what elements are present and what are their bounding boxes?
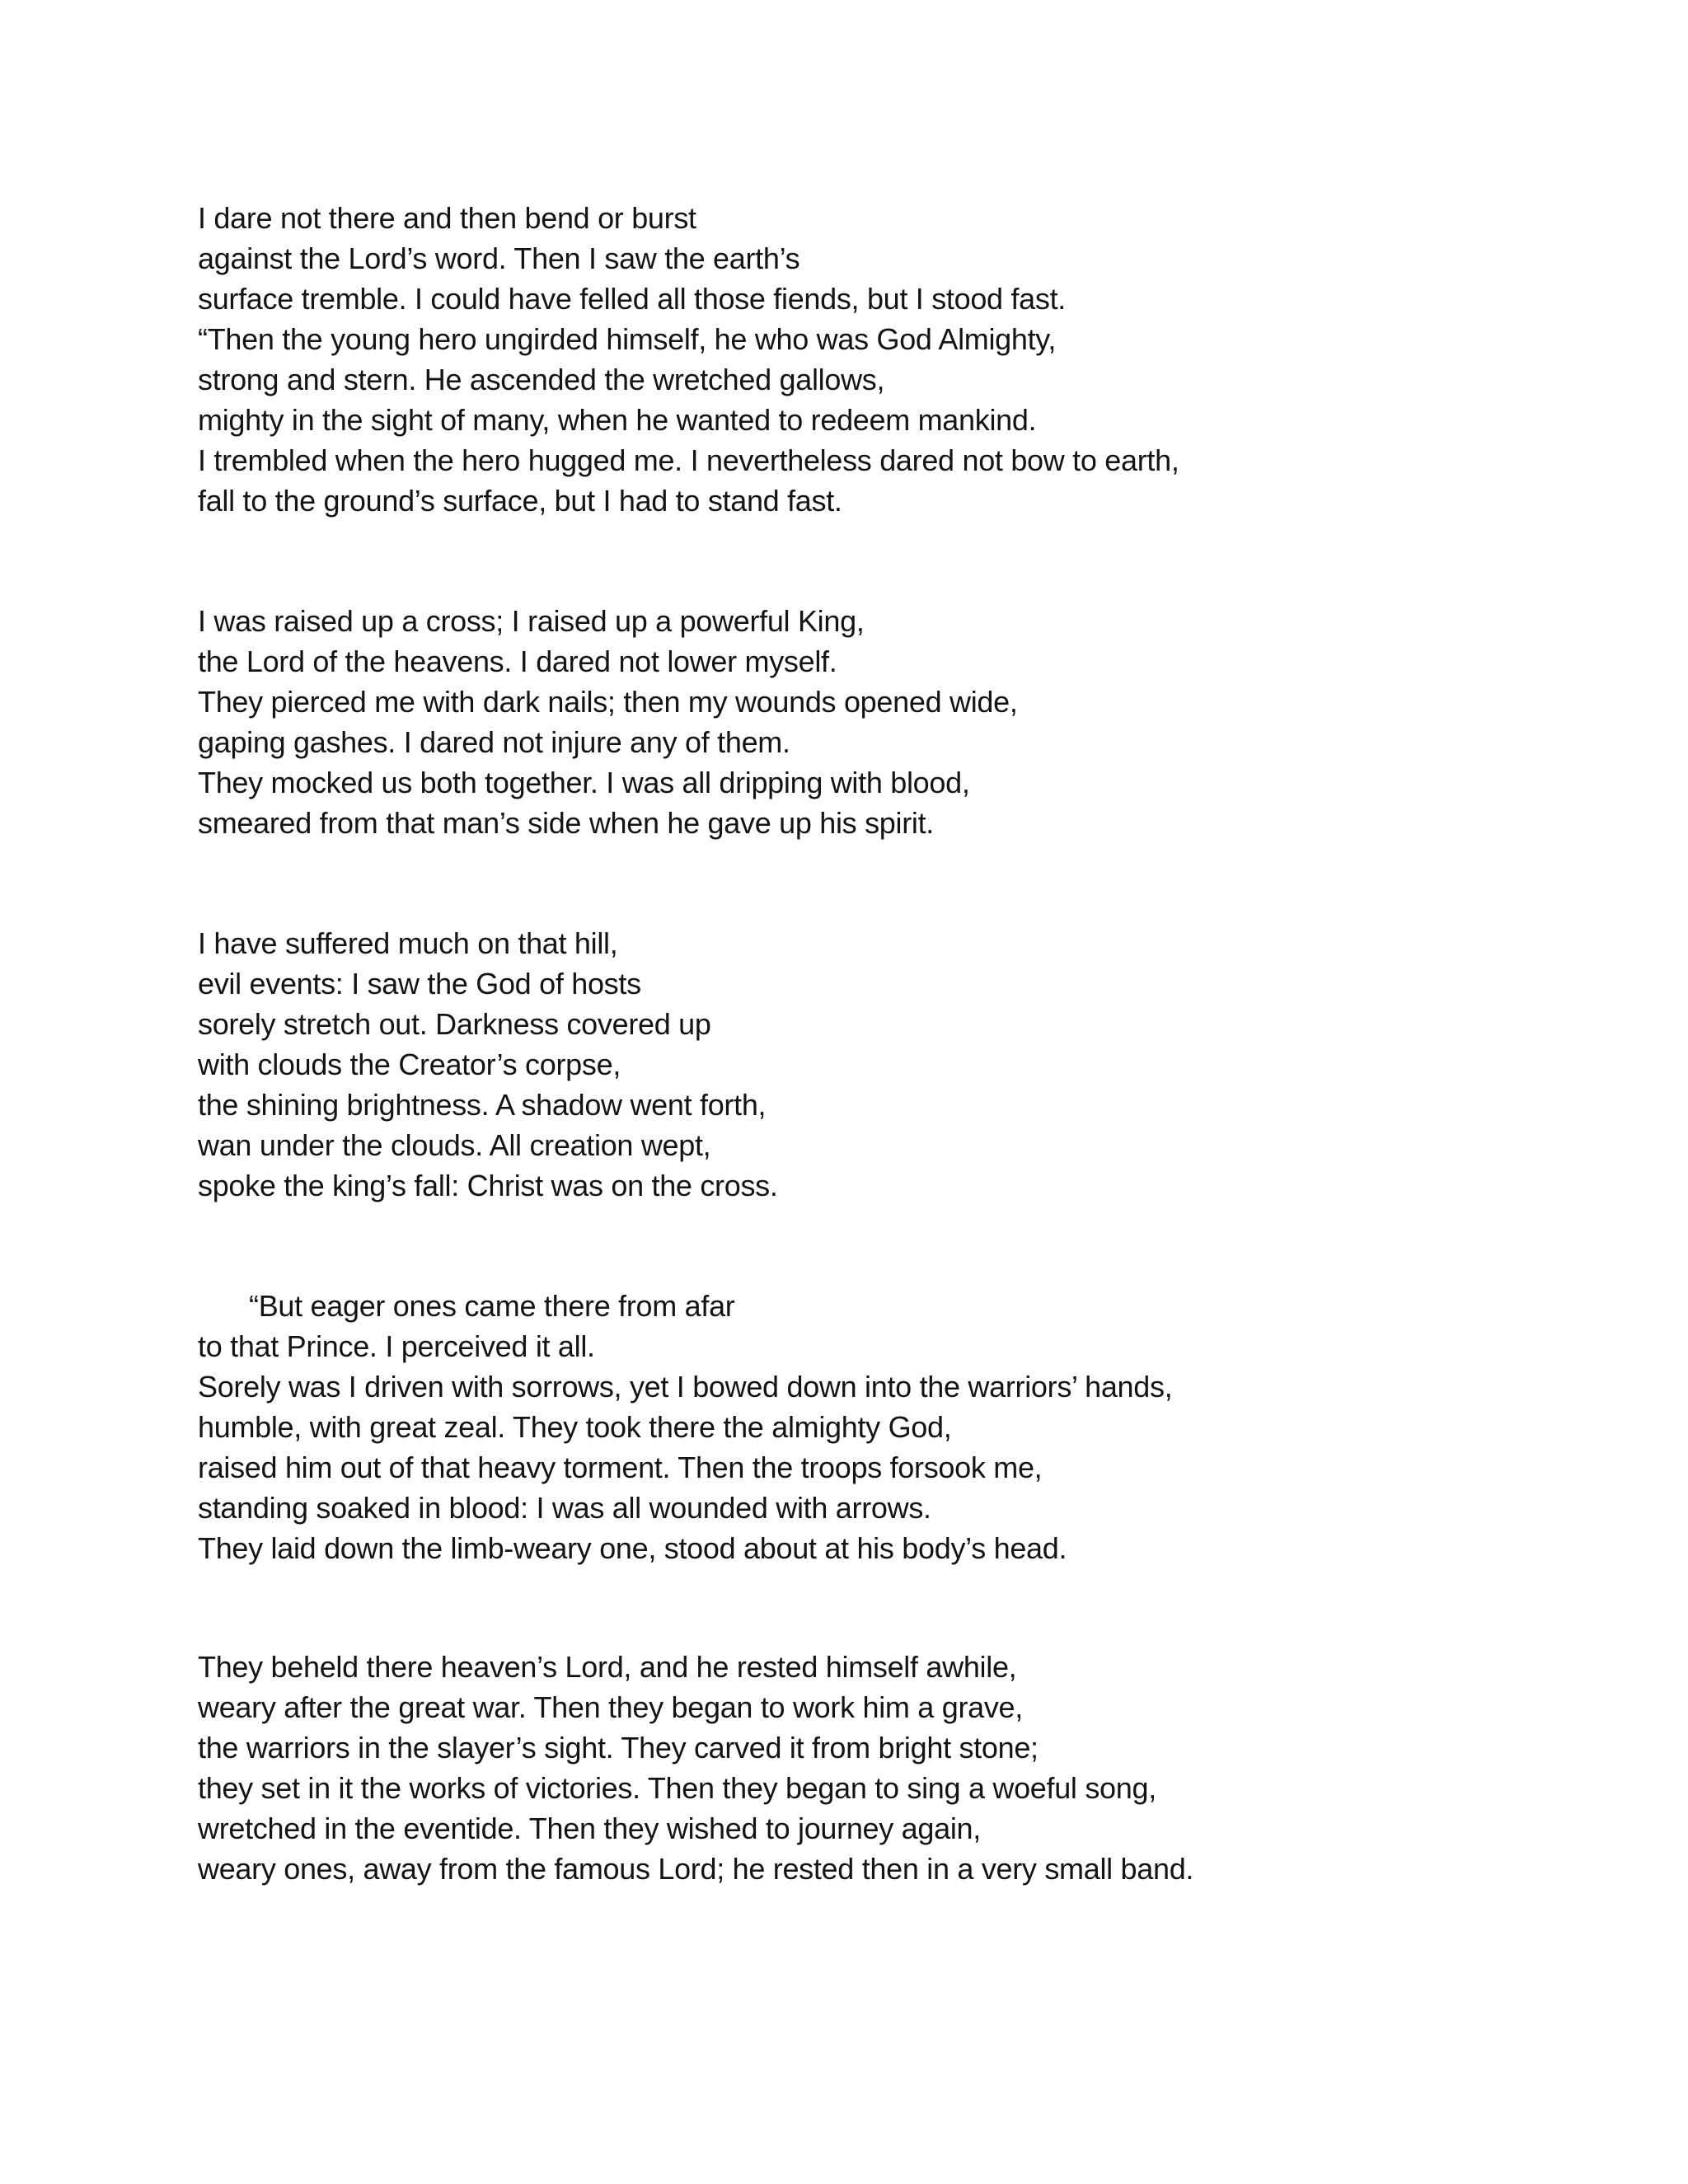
stanza	[198, 601, 1018, 843]
poem-line: smeared from that man’s side when he gave up his spirit.	[198, 806, 934, 840]
poem-line: to that Prince. I perceived it all.	[198, 1329, 595, 1363]
poem-line: They mocked us both together. I was all dripping with blood,	[198, 766, 970, 799]
poem-line: with clouds the Creator’s corpse,	[198, 1047, 621, 1081]
poem-line: surface tremble. I could have felled all those fiends, but I stood fast.	[198, 282, 1067, 316]
poem-line: the Lord of the heavens. I dared not lower myself.	[198, 644, 837, 678]
poem-line: fall to the ground’s surface, but I had to stand fast.	[198, 484, 842, 518]
stanza	[198, 1647, 1193, 1889]
poem-line: strong and stern. He ascended the wretched gallows,	[198, 363, 885, 396]
poem-line: evil events: I saw the God of hosts	[198, 967, 641, 1001]
poem-line: gaping gashes. I dared not injure any of them.	[198, 725, 790, 759]
poem-line: the warriors in the slayer’s sight. They carved it from bright stone;	[198, 1731, 1039, 1765]
poem-line: they set in it the works of victories. Then they began to sing a woeful song,	[198, 1771, 1156, 1805]
poem-line: wan under the clouds. All creation wept,	[198, 1128, 711, 1162]
poem-line: against the Lord’s word. Then I saw the earth’s	[198, 241, 800, 275]
poem-line: spoke the king’s fall: Christ was on the cross.	[198, 1169, 778, 1202]
stanza	[198, 1286, 1172, 1568]
poem-line: sorely stretch out. Darkness covered up	[198, 1007, 711, 1041]
poem-line: Sorely was I driven with sorrows, yet I bowed down into the warriors’ hands,	[198, 1370, 1173, 1404]
poem-line: weary after the great war. Then they began to work him a grave,	[198, 1690, 1023, 1724]
poem-line: They beheld there heaven’s Lord, and he rested himself awhile,	[198, 1650, 1017, 1684]
poem-line: They laid down the limb-weary one, stood about at his body’s head.	[198, 1531, 1067, 1565]
poem-line: “But eager ones came there from afar	[249, 1289, 735, 1323]
poem-line: I trembled when the hero hugged me. I nevertheless dared not bow to earth,	[198, 443, 1179, 477]
poem-line: mighty in the sight of many, when he wanted to redeem mankind.	[198, 403, 1037, 437]
stanza	[198, 198, 1179, 521]
poem-line: raised him out of that heavy torment. Then the troops forsook me,	[198, 1451, 1043, 1484]
poem-line: weary ones, away from the famous Lord; he rested then in a very small band.	[198, 1852, 1194, 1886]
poem-line: I have suffered much on that hill,	[198, 926, 618, 960]
poem-line: wretched in the eventide. Then they wished to journey again,	[198, 1811, 981, 1845]
poem-line: I was raised up a cross; I raised up a powerful King,	[198, 604, 865, 638]
poem-line: standing soaked in blood: I was all wounded with arrows.	[198, 1491, 931, 1525]
poem-line: humble, with great zeal. They took there the almighty God,	[198, 1410, 952, 1444]
poem-line: “Then the young hero ungirded himself, he who was God Almighty,	[198, 322, 1057, 356]
poem-line: I dare not there and then bend or burst	[198, 201, 696, 235]
poem-line: the shining brightness. A shadow went forth,	[198, 1088, 767, 1122]
poem-line: They pierced me with dark nails; then my wounds opened wide,	[198, 685, 1018, 719]
stanza	[198, 923, 778, 1206]
